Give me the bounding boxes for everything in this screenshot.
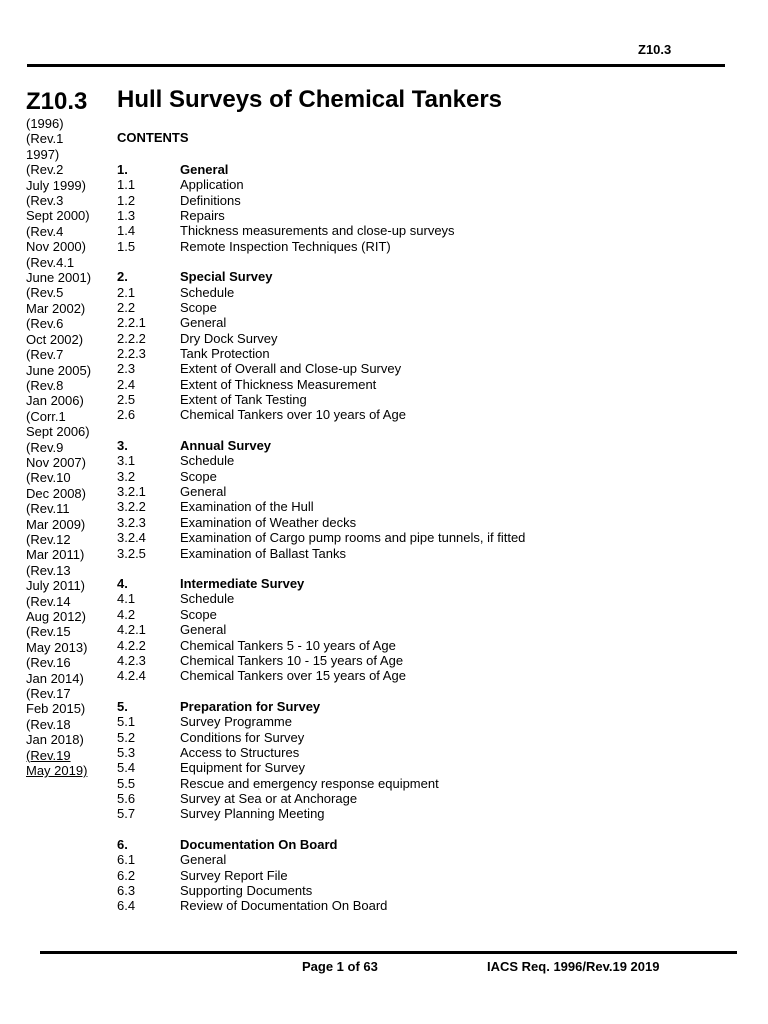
- revision-line: (Rev.6: [26, 316, 64, 332]
- toc-section-heading: [117, 438, 717, 453]
- revision-line: Nov 2000): [26, 239, 86, 255]
- revision-line: (1996): [26, 116, 64, 131]
- toc-section-heading: [117, 269, 717, 284]
- toc-item: [117, 883, 717, 898]
- toc-item: [117, 484, 717, 499]
- toc-item: [117, 530, 717, 545]
- toc-section-title: Preparation for Survey: [180, 698, 321, 714]
- revision-line: (Rev.17: [26, 686, 71, 702]
- revision-line: (Rev.4.1: [26, 254, 75, 270]
- toc-section-title: Annual Survey: [180, 438, 272, 454]
- toc-item-number: 3.2.1: [117, 484, 146, 500]
- toc-section-number: 5.: [117, 698, 128, 714]
- toc-item-title: Scope: [180, 300, 217, 316]
- toc-item: [117, 791, 717, 806]
- toc-item: [117, 469, 717, 484]
- toc-item: [117, 852, 717, 867]
- toc-item-number: 3.1: [117, 453, 136, 469]
- toc-item-number: 4.2.4: [117, 668, 146, 684]
- toc-item-number: 3.2: [117, 468, 136, 484]
- toc-item-title: Chemical Tankers 5 - 10 years of Age: [180, 637, 396, 653]
- toc-item-title: Extent of Thickness Measurement: [180, 376, 377, 392]
- toc-section-title: Intermediate Survey: [180, 576, 305, 592]
- revision-line: May 2019): [26, 763, 88, 779]
- toc-section-title: Documentation On Board: [180, 836, 338, 852]
- toc-item-number: 1.4: [117, 223, 136, 239]
- toc-item-number: 1.1: [117, 177, 136, 193]
- toc-item-number: 1.5: [117, 238, 136, 254]
- toc-item: [117, 730, 717, 745]
- revision-line: (Rev.10: [26, 470, 71, 486]
- toc-item-number: 5.6: [117, 790, 136, 806]
- table-of-contents: [117, 162, 717, 914]
- toc-item-title: Schedule: [180, 453, 235, 469]
- toc-item-title: Survey Planning Meeting: [180, 806, 325, 822]
- toc-item: [117, 223, 717, 238]
- revision-line: (Rev.1: [26, 131, 64, 147]
- toc-item-number: 5.4: [117, 760, 136, 776]
- toc-item-number: 2.2.3: [117, 346, 146, 362]
- toc-item: [117, 361, 717, 376]
- revision-line: Mar 2009): [26, 516, 86, 532]
- toc-item-title: Chemical Tankers over 15 years of Age: [180, 668, 406, 684]
- toc-section-heading: [117, 837, 717, 852]
- toc-item-number: 1.3: [117, 208, 136, 224]
- toc-item-title: Extent of Overall and Close-up Survey: [180, 361, 402, 377]
- toc-item: [117, 239, 717, 254]
- revision-line: Mar 2011): [26, 547, 85, 563]
- toc-item-number: 3.2.5: [117, 545, 146, 561]
- revision-line: (Rev.18: [26, 716, 71, 732]
- revision-line: (Rev.8: [26, 377, 64, 393]
- toc-item-title: Dry Dock Survey: [180, 330, 278, 346]
- toc-item-number: 2.2.1: [117, 315, 146, 331]
- revision-line: (Rev.7: [26, 347, 64, 363]
- toc-item-number: 3.2.2: [117, 499, 146, 515]
- toc-item: [117, 591, 717, 606]
- toc-item-title: Thickness measurements and close-up surveys: [180, 223, 455, 239]
- toc-item-number: 2.3: [117, 361, 136, 377]
- toc-item: [117, 745, 717, 760]
- toc-item: [117, 453, 717, 468]
- revision-line: Nov 2007): [26, 454, 86, 470]
- toc-item-title: General: [180, 484, 227, 500]
- toc-item-number: 2.1: [117, 284, 136, 300]
- toc-item-number: 3.2.3: [117, 514, 146, 530]
- toc-item-number: 4.1: [117, 591, 136, 607]
- toc-item-number: 2.2: [117, 300, 136, 316]
- toc-item-title: Schedule: [180, 591, 235, 607]
- toc-item-number: 4.2.1: [117, 622, 146, 638]
- toc-item: [117, 515, 717, 530]
- toc-item: [117, 377, 717, 392]
- toc-section: [117, 438, 717, 561]
- toc-item-title: Review of Documentation On Board: [180, 898, 388, 914]
- revision-line: (Rev.2: [26, 162, 64, 178]
- revision-line: (Rev.11: [26, 501, 70, 517]
- toc-item-title: Definitions: [180, 192, 241, 208]
- revision-line: (Rev.15: [26, 624, 71, 640]
- toc-section-heading: [117, 162, 717, 177]
- toc-item-title: Extent of Tank Testing: [180, 392, 307, 408]
- toc-item-title: General: [180, 852, 227, 868]
- revision-line: June 2005): [26, 362, 92, 378]
- revision-line: (Rev.12: [26, 531, 71, 547]
- revision-line: June 2001): [26, 270, 92, 286]
- toc-item-title: Access to Structures: [180, 744, 300, 760]
- toc-item-title: Application: [180, 177, 244, 193]
- toc-item-title: Examination of Weather decks: [180, 514, 357, 530]
- revision-line: (Rev.14: [26, 593, 71, 609]
- toc-item: [117, 392, 717, 407]
- toc-item: [117, 346, 717, 361]
- revision-line: Sept 2000): [26, 208, 90, 224]
- toc-item-title: Conditions for Survey: [180, 729, 305, 745]
- toc-section-number: 1.: [117, 162, 128, 177]
- revision-line: Feb 2015): [26, 701, 86, 717]
- revision-line: (Rev.13: [26, 562, 71, 578]
- toc-item-title: Chemical Tankers over 10 years of Age: [180, 407, 406, 423]
- toc-item-title: Survey Programme: [180, 714, 292, 730]
- contents-heading: CONTENTS: [117, 130, 189, 145]
- revision-line: (Rev.4: [26, 223, 64, 239]
- footer-rule: [40, 951, 737, 954]
- toc-item-number: 6.3: [117, 882, 136, 898]
- revision-line: Jan 2018): [26, 732, 84, 748]
- revision-line: Dec 2008): [26, 485, 86, 501]
- toc-item: [117, 407, 717, 422]
- toc-item-number: 5.5: [117, 775, 136, 791]
- toc-section-number: 4.: [117, 576, 128, 592]
- document-code: Z10.3: [26, 88, 88, 115]
- toc-item: [117, 653, 717, 668]
- toc-section: [117, 576, 717, 683]
- revision-line: (Rev.5: [26, 285, 64, 301]
- revision-line: May 2013): [26, 639, 88, 655]
- toc-item-number: 3.2.4: [117, 530, 146, 546]
- toc-item-number: 5.1: [117, 714, 136, 730]
- toc-item: [117, 668, 717, 683]
- toc-item: [117, 208, 717, 223]
- toc-item: [117, 638, 717, 653]
- toc-item-title: Examination of Cargo pump rooms and pipe tunnels, if fitted: [180, 530, 526, 546]
- toc-item-title: Examination of Ballast Tanks: [180, 545, 346, 561]
- revision-line: (Rev.19: [26, 747, 71, 763]
- toc-section-heading: [117, 699, 717, 714]
- toc-item-title: Rescue and emergency response equipment: [180, 775, 439, 791]
- toc-section: [117, 162, 717, 254]
- revision-line: Aug 2012): [26, 609, 86, 624]
- toc-item-title: Equipment for Survey: [180, 760, 306, 776]
- toc-item-title: Survey Report File: [180, 867, 288, 883]
- toc-item-title: Remote Inspection Techniques (RIT): [180, 238, 391, 254]
- toc-item: [117, 714, 717, 729]
- toc-item-number: 2.6: [117, 407, 136, 423]
- toc-item-title: Survey at Sea or at Anchorage: [180, 790, 358, 806]
- toc-item: [117, 868, 717, 883]
- toc-item: [117, 300, 717, 315]
- toc-item-title: Chemical Tankers 10 - 15 years of Age: [180, 652, 404, 668]
- toc-item: [117, 806, 717, 821]
- page-number: Page 1 of 63: [302, 959, 378, 974]
- toc-item-number: 5.3: [117, 744, 136, 760]
- toc-item: [117, 285, 717, 300]
- toc-item-number: 4.2.2: [117, 637, 146, 653]
- toc-section: [117, 699, 717, 822]
- toc-item: [117, 898, 717, 913]
- toc-item-number: 1.2: [117, 192, 136, 208]
- toc-section-title: Special Survey: [180, 269, 273, 285]
- toc-section-number: 3.: [117, 438, 128, 454]
- toc-item-title: Schedule: [180, 284, 235, 300]
- revision-line: (Rev.9: [26, 439, 64, 455]
- toc-item-number: 2.5: [117, 392, 136, 408]
- toc-item-title: General: [180, 315, 227, 331]
- header-rule: [27, 64, 725, 67]
- revision-line: Oct 2002): [26, 331, 84, 347]
- toc-item-number: 2.2.2: [117, 330, 146, 346]
- revision-line: (Rev.3: [26, 193, 64, 209]
- toc-item: [117, 546, 717, 561]
- toc-item: [117, 177, 717, 192]
- toc-item-title: Tank Protection: [180, 346, 270, 362]
- revision-line: 1997): [26, 146, 60, 162]
- toc-section: [117, 269, 717, 422]
- revision-history: [26, 116, 111, 778]
- header-code: Z10.3: [638, 42, 672, 57]
- toc-item-title: Scope: [180, 606, 217, 622]
- toc-item-number: 6.1: [117, 852, 136, 868]
- toc-item-number: 4.2: [117, 606, 136, 622]
- toc-item: [117, 331, 717, 346]
- toc-item-title: Scope: [180, 468, 217, 484]
- toc-item-number: 5.2: [117, 729, 136, 745]
- toc-item-number: 4.2.3: [117, 652, 146, 668]
- revision-line: (Corr.1: [26, 408, 66, 424]
- toc-item: [117, 607, 717, 622]
- toc-section-number: 6.: [117, 836, 128, 852]
- toc-section-number: 2.: [117, 269, 128, 285]
- toc-section-title: General: [180, 162, 229, 177]
- toc-item: [117, 315, 717, 330]
- toc-item-number: 5.7: [117, 806, 136, 822]
- revision-line: Mar 2002): [26, 300, 86, 316]
- toc-section-heading: [117, 576, 717, 591]
- document-reference: IACS Req. 1996/Rev.19 2019: [487, 959, 660, 974]
- toc-item: [117, 622, 717, 637]
- toc-item-number: 2.4: [117, 376, 136, 392]
- document-title: Hull Surveys of Chemical Tankers: [117, 86, 503, 113]
- revision-line: July 2011): [26, 578, 86, 594]
- toc-item: [117, 776, 717, 791]
- revision-line: Sept 2006): [26, 424, 90, 440]
- revision-line: (Rev.16: [26, 655, 71, 671]
- toc-item: [117, 760, 717, 775]
- toc-item: [117, 193, 717, 208]
- toc-item-title: Repairs: [180, 208, 225, 224]
- toc-section: [117, 837, 717, 914]
- toc-item: [117, 499, 717, 514]
- revision-line: July 1999): [26, 177, 86, 193]
- toc-item-number: 6.2: [117, 867, 136, 883]
- revision-line: Jan 2014): [26, 670, 84, 686]
- toc-item-title: General: [180, 622, 227, 638]
- toc-item-title: Supporting Documents: [180, 882, 313, 898]
- revision-line: Jan 2006): [26, 393, 84, 409]
- toc-item-number: 6.4: [117, 898, 136, 914]
- toc-item-title: Examination of the Hull: [180, 499, 314, 515]
